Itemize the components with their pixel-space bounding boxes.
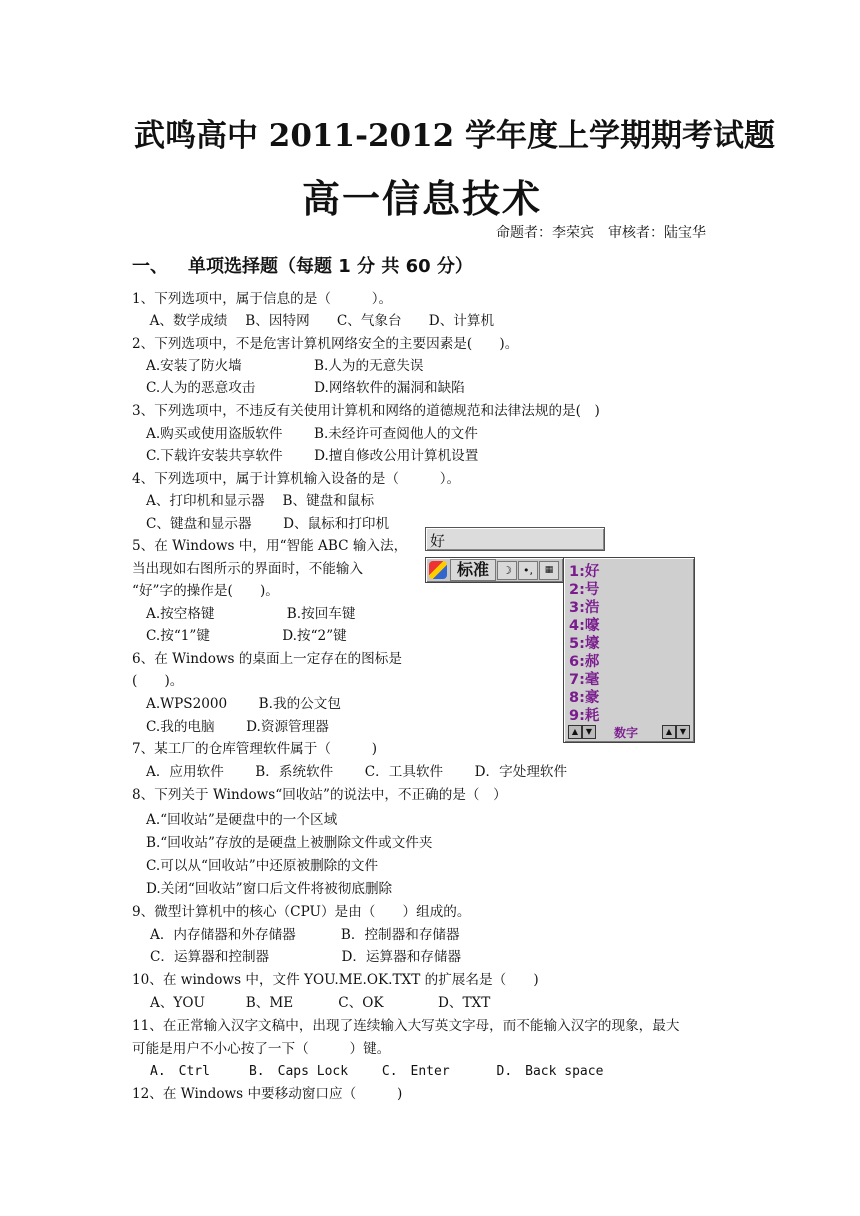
- q5-stem-1: 5、在 Windows 中，用“智能 ABC 输入法，: [132, 538, 408, 554]
- q5-stem-3: “好”字的操作是( )。: [132, 583, 279, 599]
- q8-option-b: B.“回收站”存放的是硬盘上被删除文件或文件夹: [146, 835, 433, 851]
- q9-options-ab: A．内存储器和外存储器 B．控制器和存储器: [150, 927, 460, 943]
- candidate-footer: [564, 724, 694, 742]
- authors-line: 命题者：李荣宾 审核者：陆宝华: [496, 225, 706, 241]
- q2-options-ab: A.安装了防火墙 B.人为的无意失误: [146, 358, 424, 374]
- q6-options-cd: C.我的电脑 D.资源管理器: [146, 719, 329, 735]
- page-up-icon: ▲: [568, 725, 582, 739]
- q1-options: A、数学成绩 B、因特网 C、气象台 D、计算机: [136, 313, 495, 329]
- keyboard-icon: ▦: [539, 561, 559, 580]
- q8-option-a: A.“回收站”是硬盘中的一个区域: [146, 812, 338, 828]
- q5-options-ab: A.按空格键 B.按回车键: [146, 606, 356, 622]
- ime-logo-icon: [429, 561, 447, 579]
- q3-options-ab: A.购买或使用盗版软件 B.未经许可查阅他人的文件: [146, 426, 478, 442]
- punctuation-icon: •,: [518, 561, 538, 580]
- scroll-down-icon: ▼: [676, 725, 690, 739]
- q11-options: A. Ctrl B. Caps Lock C. Enter D. Back space: [150, 1064, 604, 1079]
- candidate-item: 4:嚎: [569, 618, 600, 634]
- exam-title: 武鸣高中 2011-2012 学年度上学期期考试题: [134, 118, 776, 154]
- q8-stem: 8、下列关于 Windows“回收站”的说法中，不正确的是（ ）: [132, 787, 507, 803]
- q2-stem: 2、下列选项中，不是危害计算机网络安全的主要因素是( )。: [132, 336, 519, 352]
- candidate-footer-label: 数字: [614, 726, 639, 740]
- q5-options-cd: C.按“1”键 D.按“2”键: [146, 628, 347, 644]
- q5-stem-2: 当出现如右图所示的界面时，不能输入: [132, 561, 364, 577]
- subject-title: 高一信息技术: [302, 177, 543, 221]
- q2-options-cd: C.人为的恶意攻击 D.网络软件的漏洞和缺陷: [146, 380, 465, 396]
- q8-option-c: C.可以从“回收站”中还原被删除的文件: [146, 858, 379, 874]
- q6-stem-1: 6、在 Windows 的桌面上一定存在的图标是: [132, 651, 402, 667]
- candidate-item: 3:浩: [569, 600, 600, 616]
- ime-mode-label: 标准: [450, 559, 496, 581]
- ime-input-char: 好: [430, 532, 446, 550]
- candidate-item: 5:壕: [569, 636, 600, 652]
- ime-status-bar: [425, 557, 564, 583]
- q8-option-d: D.关闭“回收站”窗口后文件将被彻底删除: [146, 881, 393, 897]
- q11-stem-1: 11、在正常输入汉字文稿中，出现了连续输入大写英文字母，而不能输入汉字的现象，最大: [132, 1018, 680, 1034]
- q3-stem: 3、下列选项中，不违反有关使用计算机和网络的道德规范和法律法规的是( ): [132, 403, 600, 419]
- q10-options: A、YOU B、ME C、OK D、TXT: [150, 995, 491, 1011]
- section-number: 一、: [132, 256, 168, 277]
- q1-stem: 1、下列选项中，属于信息的是（ ）。: [132, 291, 393, 307]
- q7-options: A．应用软件 B．系统软件 C．工具软件 D．字处理软件: [146, 764, 568, 780]
- q9-options-cd: C．运算器和控制器 D．运算器和存储器: [150, 949, 462, 965]
- q3-options-cd: C.下载许安装共享软件 D.擅自修改公用计算机设置: [146, 448, 479, 464]
- q4-options-ab: A、打印机和显示器 B、键盘和鼠标: [146, 493, 375, 509]
- page-down-icon: ▼: [582, 725, 596, 739]
- q4-stem: 4、下列选项中，属于计算机输入设备的是（ ）。: [132, 471, 461, 487]
- q6-stem-2: ( )。: [132, 673, 184, 689]
- candidate-item: 7:毫: [569, 672, 600, 688]
- section-title: 单项选择题（每题 1 分 共 60 分）: [188, 256, 473, 277]
- candidate-item: 2:号: [569, 582, 600, 598]
- moon-icon: ☽: [497, 561, 517, 580]
- q12-stem: 12、在 Windows 中要移动窗口应（ ): [132, 1086, 403, 1102]
- ime-candidate-list: [563, 557, 695, 743]
- q10-stem: 10、在 windows 中，文件 YOU.ME.OK.TXT 的扩展名是（ ): [132, 972, 539, 988]
- q4-options-cd: C、键盘和显示器 D、鼠标和打印机: [146, 516, 390, 532]
- candidate-item: 1:好: [569, 564, 600, 580]
- q11-stem-2: 可能是用户不小心按了一下（ ）键。: [132, 1041, 391, 1057]
- scroll-up-icon: ▲: [662, 725, 676, 739]
- q6-options-ab: A.WPS2000 B.我的公文包: [146, 696, 341, 712]
- ime-composition-box: [425, 527, 605, 551]
- q9-stem: 9、微型计算机中的核心（CPU）是由（ ）组成的。: [132, 904, 471, 920]
- candidate-item: 8:豪: [569, 690, 600, 706]
- q7-stem: 7、某工厂的仓库管理软件属于（ ): [132, 741, 378, 757]
- candidate-item: 6:郝: [569, 654, 600, 670]
- candidate-item: 9:耗: [569, 708, 600, 724]
